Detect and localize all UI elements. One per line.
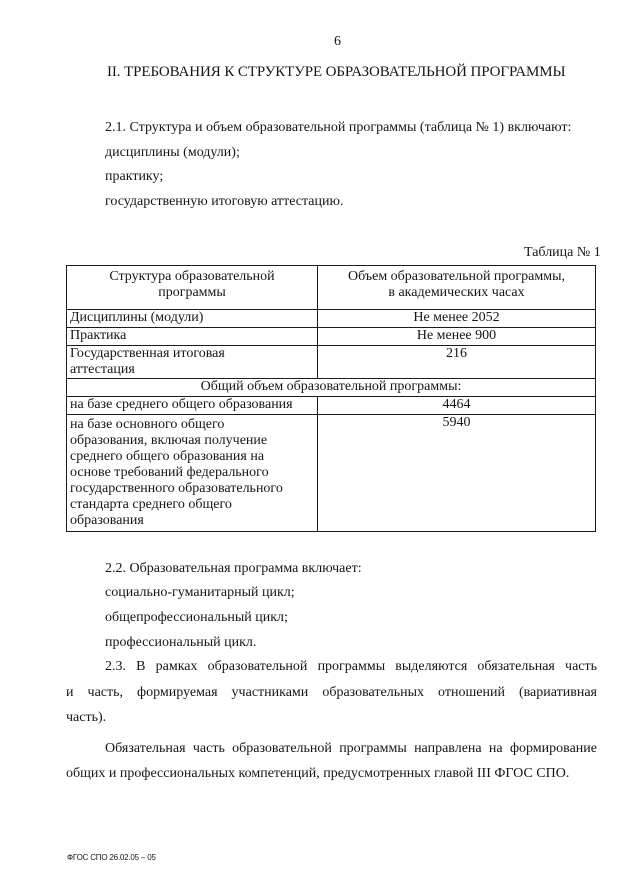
table-row — [67, 310, 596, 328]
list-item: государственную итоговую аттестацию. — [105, 194, 344, 209]
table-header-text: Структура образовательной программы — [109, 269, 275, 300]
table-cell: Практика — [67, 328, 318, 346]
table-cell-text: Государственная итоговая аттестация — [70, 346, 225, 377]
list-item: социально-гуманитарный цикл; — [105, 585, 295, 600]
table-row — [67, 328, 596, 346]
table-cell: Дисциплины (модули) — [67, 310, 318, 328]
table-header-row — [67, 266, 596, 310]
table-cell — [67, 415, 318, 532]
paragraph-mandatory-line: общих и профессиональных компетенций, предусмотренных главой III ФГОС СПО. — [66, 766, 570, 781]
paragraph-2-1-intro: 2.1. Структура и объем образовательной программы (таблица № 1) включают: — [105, 120, 572, 135]
paragraph-2-2-intro: 2.2. Образовательная программа включает: — [105, 561, 362, 576]
list-item: общепрофессиональный цикл; — [105, 610, 288, 625]
table-header-cell — [318, 266, 596, 310]
table-cell: Не менее 2052 — [318, 310, 596, 328]
list-item: профессиональный цикл. — [105, 635, 257, 650]
table-row — [67, 415, 596, 532]
paragraph-mandatory-line: Обязательная часть образовательной программы направлена на формирование — [105, 741, 597, 756]
table-header-text: Объем образовательной программы, в академических часах — [347, 269, 566, 300]
table-row — [67, 397, 596, 415]
table-cell: 4464 — [318, 397, 596, 415]
list-item: дисциплины (модули); — [105, 145, 240, 160]
table-cell: 5940 — [318, 415, 596, 532]
table-total-heading-row — [67, 379, 596, 397]
paragraph-2-3-line: и часть, формируемая участниками образовательных отношений (вариативная — [66, 685, 597, 700]
table-header-cell — [67, 266, 318, 310]
table-cell: Не менее 900 — [318, 328, 596, 346]
paragraph-2-3-line: часть). — [66, 710, 107, 725]
program-structure-table — [66, 265, 596, 532]
table-cell: 216 — [318, 346, 596, 379]
table-total-heading: Общий объем образовательной программы: — [67, 379, 596, 397]
page-number: 6 — [334, 34, 341, 49]
table-cell — [67, 346, 318, 379]
table-cell-text: на базе основного общего образования, включая получение среднего общего образования на основе требований федерального государственного образовательного стандарта среднего общего образования — [70, 417, 283, 528]
paragraph-2-3-line: 2.3. В рамках образовательной программы выделяются обязательная часть — [105, 659, 597, 674]
list-item: практику; — [105, 169, 164, 184]
table-caption: Таблица № 1 — [524, 245, 601, 260]
table-cell: на базе среднего общего образования — [67, 397, 318, 415]
section-heading: II. ТРЕБОВАНИЯ К СТРУКТУРЕ ОБРАЗОВАТЕЛЬНОЙ ПРОГРАММЫ — [107, 64, 566, 80]
table-row — [67, 346, 596, 379]
document-footer: ФГОС СПО 26.02.05 – 05 — [67, 853, 156, 862]
